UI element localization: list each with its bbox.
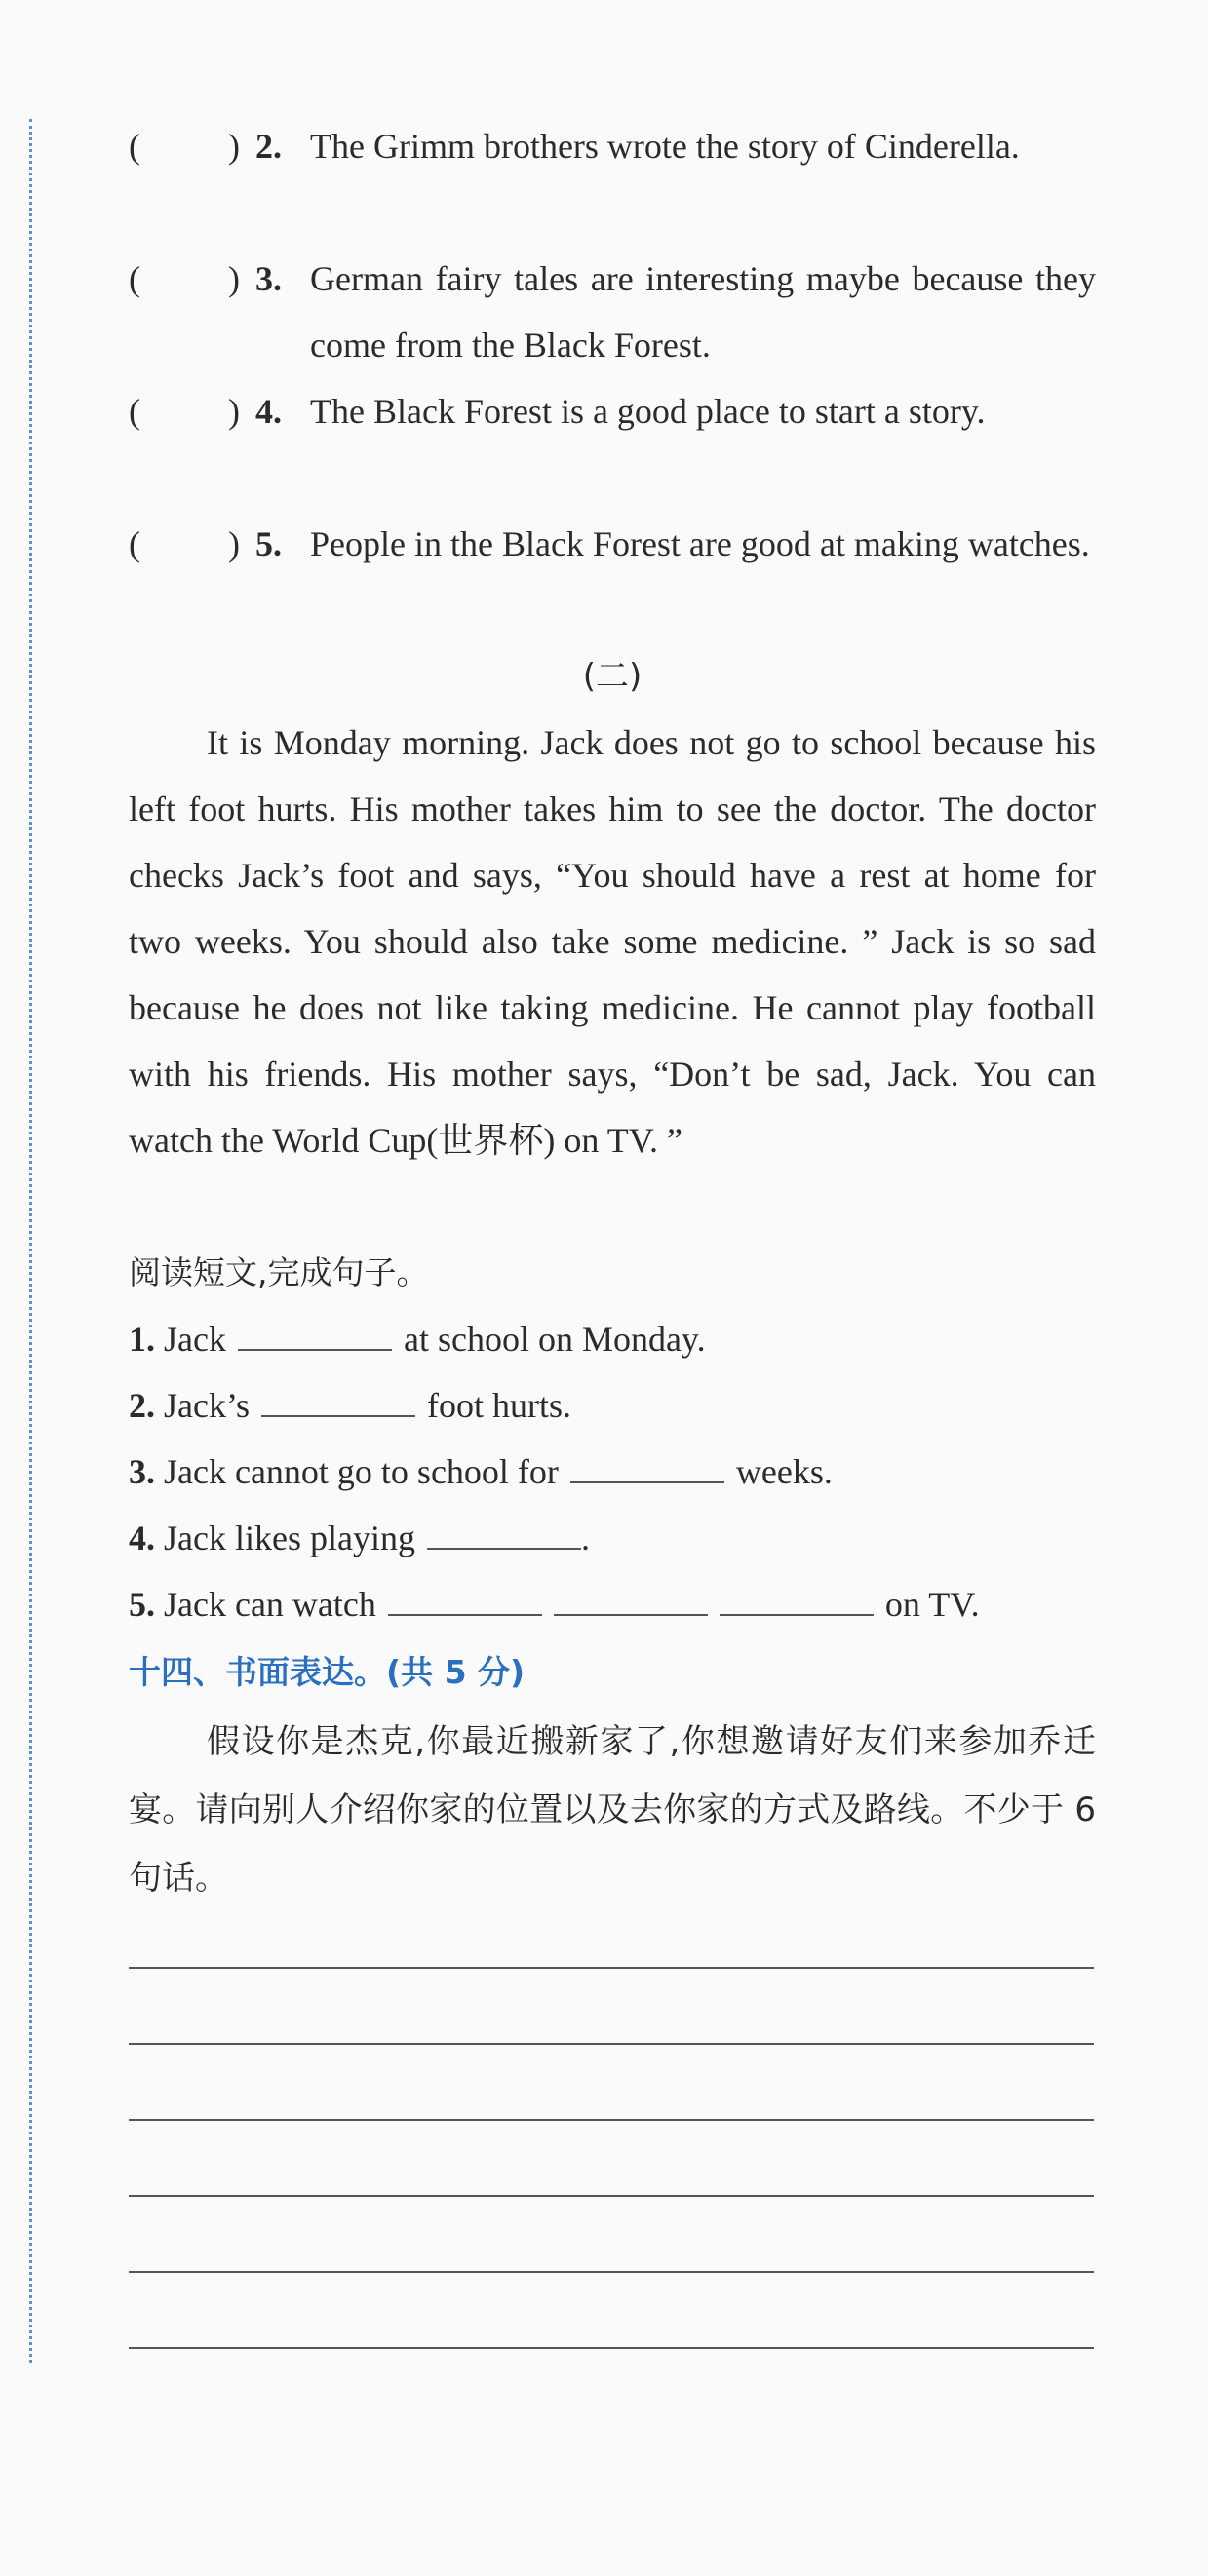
answer-paren-right: ): [228, 259, 240, 298]
question-number: 3.: [129, 1452, 155, 1491]
sentence-start: Jack can watch: [164, 1585, 376, 1624]
answer-blank[interactable]: [238, 1320, 392, 1351]
answer-paren-right: ): [228, 127, 240, 166]
reading-passage: It is Monday morning. Jack does not go to school because his left foot hurts. His mother takes him to see the doctor. The doctor checks Jack’s foot and says, “You should have a rest at home for two weeks. You should also take some medicine. ” Jack is so sad because he does not like taking medicine. He cannot play football with his friends. His mother says, “Don’t be sad, Jack. You can watch the World Cup(世界杯) on TV. ”: [129, 723, 1096, 1160]
writing-line[interactable]: [129, 2043, 1094, 2045]
question-number: 5.: [129, 1585, 155, 1624]
fill-instruction: 阅读短文,完成句子。: [129, 1253, 429, 1291]
answer-blank[interactable]: [554, 1585, 708, 1616]
fill-item-3: [129, 1439, 1096, 1505]
sentence-start: Jack cannot go to school for: [164, 1452, 559, 1491]
sentence-end: on TV.: [884, 1585, 980, 1624]
section-title: (二): [582, 657, 643, 696]
sentence-end: at school on Monday.: [403, 1320, 706, 1359]
answer-blank[interactable]: [720, 1585, 874, 1616]
writing-line[interactable]: [129, 2119, 1094, 2121]
answer-paren-left: (: [129, 259, 140, 298]
sentence-start: Jack’s: [164, 1386, 250, 1425]
question-text: The Grimm brothers wrote the story of Cinderella.: [310, 127, 1020, 166]
answer-blank[interactable]: [570, 1452, 724, 1483]
question-number: 5.: [255, 524, 282, 563]
question-number: 4.: [129, 1519, 155, 1557]
sentence-start: Jack likes playing: [164, 1519, 415, 1557]
fill-item-2: [129, 1372, 1096, 1439]
sentence-end: weeks.: [735, 1452, 833, 1491]
answer-blank[interactable]: [388, 1585, 542, 1616]
writing-line[interactable]: [129, 2271, 1094, 2273]
question-text: German fairy tales are interesting maybe because they come from the Black Forest.: [310, 259, 1096, 365]
writing-section-heading: 十四、书面表达。(共 5 分): [129, 1653, 526, 1691]
question-number: 2.: [255, 127, 282, 166]
sentence-start: Jack: [164, 1320, 226, 1359]
question-text: People in the Black Forest are good at making watches.: [310, 524, 1090, 563]
answer-paren-right: ): [228, 392, 240, 431]
answer-blank[interactable]: [261, 1386, 415, 1417]
question-text: The Black Forest is a good place to start a story.: [310, 392, 986, 431]
sentence-end: .: [580, 1519, 590, 1557]
sentence-end: foot hurts.: [426, 1386, 571, 1425]
question-number: 1.: [129, 1320, 155, 1359]
answer-paren-left: (: [129, 524, 140, 563]
fill-item-1: [129, 1306, 1096, 1372]
writing-line[interactable]: [129, 1967, 1094, 1969]
answer-paren-left: (: [129, 392, 140, 431]
question-number: 2.: [129, 1386, 155, 1425]
answer-paren-left: (: [129, 127, 140, 166]
writing-line[interactable]: [129, 2347, 1094, 2349]
writing-prompt: 假设你是杰克,你最近搬新家了,你想邀请好友们来参加乔迁宴。请向别人介绍你家的位置以及去你家的方式及路线。不少于 6 句话。: [129, 1722, 1096, 1898]
writing-line[interactable]: [129, 2195, 1094, 2197]
fill-item-5: [129, 1571, 1096, 1637]
answer-blank[interactable]: [427, 1519, 581, 1550]
fill-item-4: [129, 1505, 1096, 1571]
question-number: 3.: [255, 259, 282, 298]
question-number: 4.: [255, 392, 282, 431]
binding-margin-line: [29, 119, 32, 2363]
answer-paren-right: ): [228, 524, 240, 563]
